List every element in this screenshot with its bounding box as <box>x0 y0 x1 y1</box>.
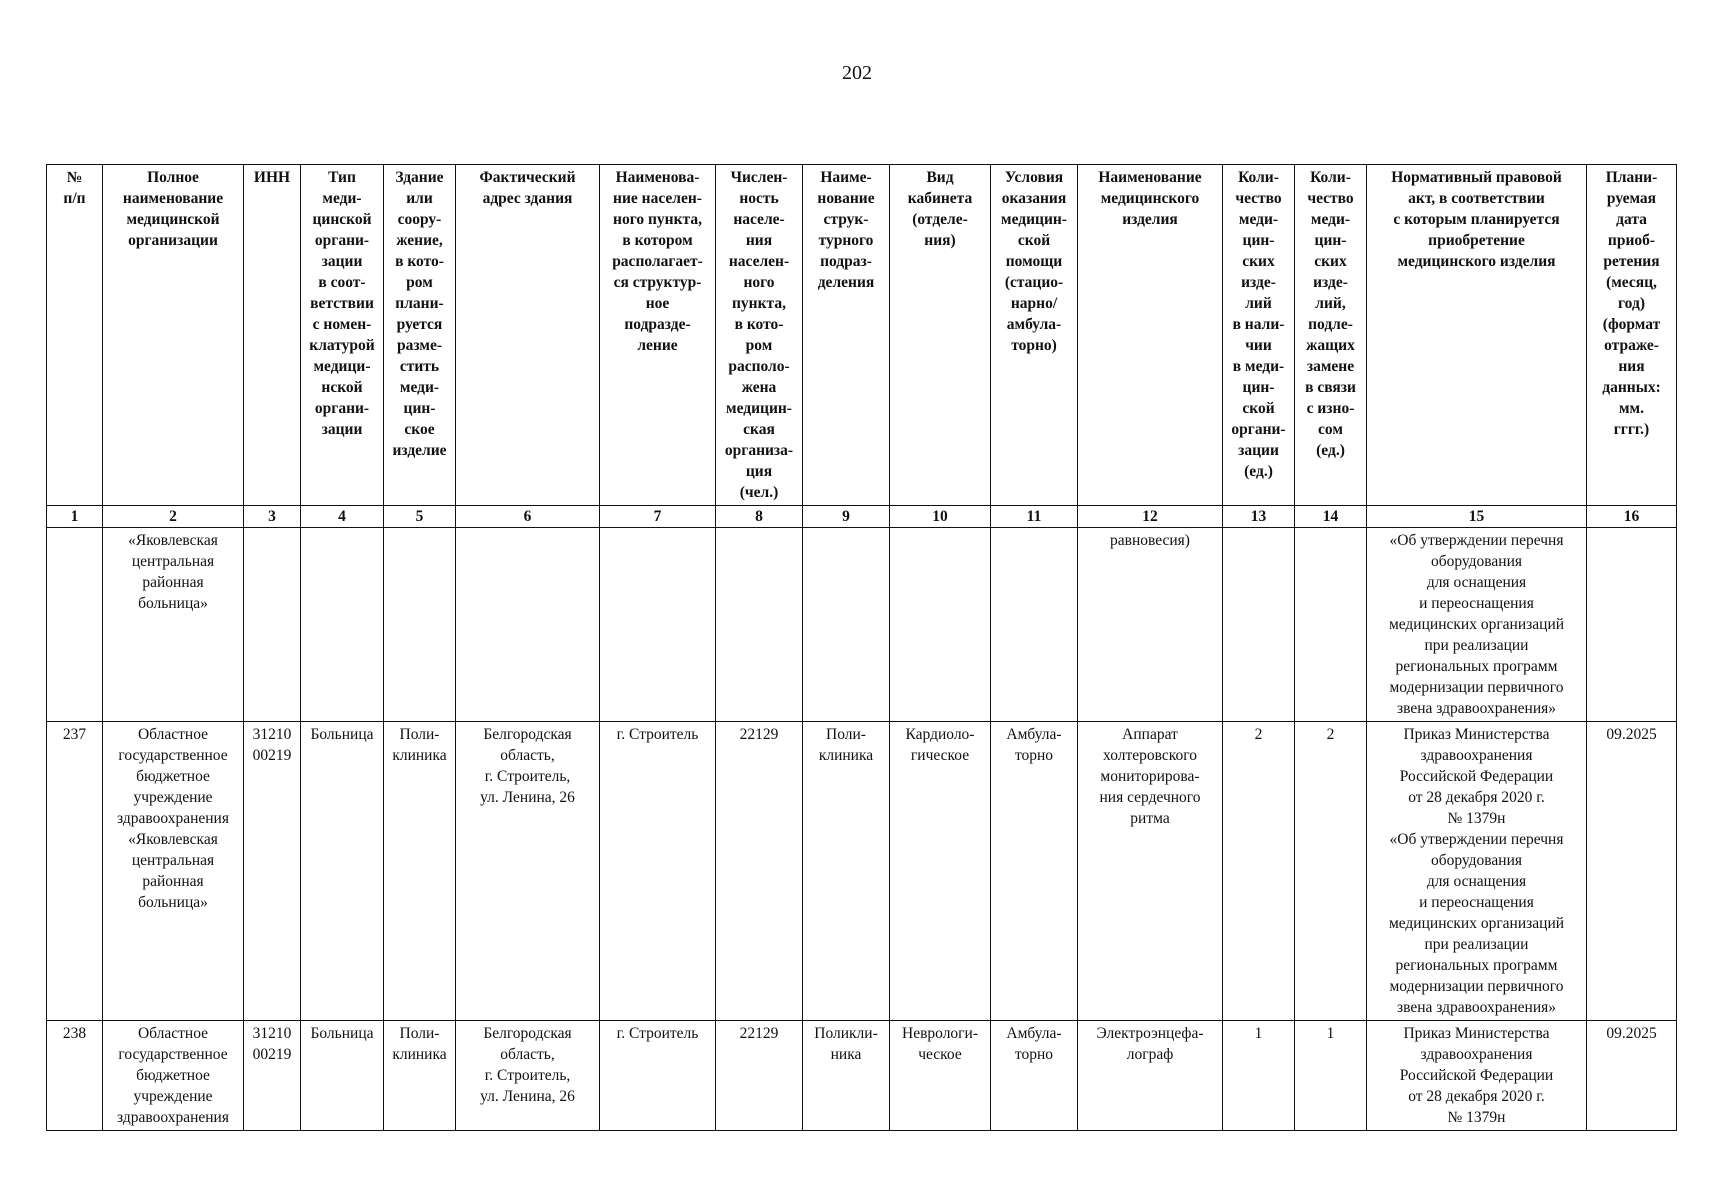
cell-subdivision: Поликли- ника <box>803 1021 890 1131</box>
cell-population: 22129 <box>716 722 803 1021</box>
cell-device-name: Электроэнцефа- лограф <box>1078 1021 1223 1131</box>
cell-settlement <box>600 528 716 722</box>
column-number: 1 <box>47 506 103 528</box>
cell-planned-date <box>1587 528 1677 722</box>
cell-device-name: Аппарат холтеровского мониторирова- ния сердечного ритма <box>1078 722 1223 1021</box>
column-number: 7 <box>600 506 716 528</box>
cell-index <box>47 528 103 722</box>
column-number: 11 <box>991 506 1078 528</box>
cell-care-conditions: Амбула- торно <box>991 1021 1078 1131</box>
header-cell: Наименова- ние населен- ного пункта, в котором располагает- ся структур- ное подразде- ление <box>600 165 716 506</box>
cell-care-conditions: Амбула- торно <box>991 722 1078 1021</box>
column-number: 9 <box>803 506 890 528</box>
cell-qty-replace: 2 <box>1295 722 1367 1021</box>
cell-inn <box>244 528 301 722</box>
column-number: 16 <box>1587 506 1677 528</box>
header-row <box>47 165 1677 506</box>
column-number: 12 <box>1078 506 1223 528</box>
column-number: 2 <box>103 506 244 528</box>
cell-org-type <box>301 528 384 722</box>
header-cell: Плани- руемая дата приоб- ретения (месяц, год) (формат отраже- ния данных: мм. гггг.) <box>1587 165 1677 506</box>
cell-qty-replace <box>1295 528 1367 722</box>
cell-population: 22129 <box>716 1021 803 1131</box>
table-row <box>47 1021 1677 1131</box>
header-cell: № п/п <box>47 165 103 506</box>
cell-address <box>456 528 600 722</box>
header-cell: ИНН <box>244 165 301 506</box>
cell-building: Поли- клиника <box>384 722 456 1021</box>
header-cell: Условия оказания медицин- ской помощи (стацио- нарно/ амбула- торно) <box>991 165 1078 506</box>
cell-subdivision: Поли- клиника <box>803 722 890 1021</box>
cell-cabinet-type <box>890 528 991 722</box>
cell-legal-act: «Об утверждении перечня оборудования для оснащения и переоснащения медицинских организаций при реализации региональных программ модернизации первичного звена здравоохранения» <box>1367 528 1587 722</box>
header-cell: Наименование медицинского изделия <box>1078 165 1223 506</box>
header-cell: Фактический адрес здания <box>456 165 600 506</box>
header-cell: Нормативный правовой акт, в соответствии с которым планируется приобретение медицинского изделия <box>1367 165 1587 506</box>
header-cell: Полное наименование медицинской организации <box>103 165 244 506</box>
equipment-table <box>46 164 1677 1131</box>
page-number: 202 <box>842 62 872 84</box>
cell-settlement: г. Строитель <box>600 1021 716 1131</box>
table-row <box>47 722 1677 1021</box>
column-number: 13 <box>1223 506 1295 528</box>
cell-index: 237 <box>47 722 103 1021</box>
column-number: 5 <box>384 506 456 528</box>
column-number: 14 <box>1295 506 1367 528</box>
column-number-row <box>47 506 1677 528</box>
cell-qty-available: 1 <box>1223 1021 1295 1131</box>
header-cell: Тип меди- цинской органи- зации в соот- ветствии с номен- клатурой медици- нской органи- зации <box>301 165 384 506</box>
cell-cabinet-type: Кардиоло- гическое <box>890 722 991 1021</box>
column-number: 6 <box>456 506 600 528</box>
header-cell: Наиме- нование струк- турного подраз- деления <box>803 165 890 506</box>
cell-population <box>716 528 803 722</box>
table-row <box>47 528 1677 722</box>
cell-org-name: Областное государственное бюджетное учреждение здравоохранения «Яковлевская центральная районная больница» <box>103 722 244 1021</box>
cell-device-name: равновесия) <box>1078 528 1223 722</box>
cell-org-name: «Яковлевская центральная районная больница» <box>103 528 244 722</box>
column-number: 15 <box>1367 506 1587 528</box>
cell-org-type: Больница <box>301 1021 384 1131</box>
cell-org-name: Областное государственное бюджетное учреждение здравоохранения <box>103 1021 244 1131</box>
cell-index: 238 <box>47 1021 103 1131</box>
header-cell: Коли- чество меди- цин- ских изде- лий в нали- чии в меди- цин- ской органи- зации (ед.) <box>1223 165 1295 506</box>
cell-address: Белгородская область, г. Строитель, ул. Ленина, 26 <box>456 722 600 1021</box>
cell-settlement: г. Строитель <box>600 722 716 1021</box>
header-cell: Числен- ность населе- ния населен- ного пункта, в кото- ром располо- жена медицин- ская организа- ция (чел.) <box>716 165 803 506</box>
header-cell: Здание или соору- жение, в кото- ром плани- руется разме- стить меди- цин- ское изделие <box>384 165 456 506</box>
cell-inn: 31210 00219 <box>244 1021 301 1131</box>
cell-qty-available <box>1223 528 1295 722</box>
cell-cabinet-type: Неврологи- ческое <box>890 1021 991 1131</box>
cell-qty-replace: 1 <box>1295 1021 1367 1131</box>
cell-org-type: Больница <box>301 722 384 1021</box>
header-cell: Коли- чество меди- цин- ских изде- лий, подле- жащих замене в связи с изно- сом (ед.) <box>1295 165 1367 506</box>
cell-planned-date: 09.2025 <box>1587 1021 1677 1131</box>
cell-care-conditions <box>991 528 1078 722</box>
cell-inn: 31210 00219 <box>244 722 301 1021</box>
cell-legal-act: Приказ Министерства здравоохранения Российской Федерации от 28 декабря 2020 г. № 1379н <box>1367 1021 1587 1131</box>
column-number: 4 <box>301 506 384 528</box>
cell-qty-available: 2 <box>1223 722 1295 1021</box>
cell-subdivision <box>803 528 890 722</box>
cell-planned-date: 09.2025 <box>1587 722 1677 1021</box>
cell-building: Поли- клиника <box>384 1021 456 1131</box>
cell-building <box>384 528 456 722</box>
column-number: 10 <box>890 506 991 528</box>
cell-legal-act: Приказ Министерства здравоохранения Российской Федерации от 28 декабря 2020 г. № 1379н «Об утверждении перечня оборудования для оснащения и переоснащения медицинских организаций при реализации региональных программ модернизации первичного звена здравоохранения» <box>1367 722 1587 1021</box>
cell-address: Белгородская область, г. Строитель, ул. Ленина, 26 <box>456 1021 600 1131</box>
column-number: 8 <box>716 506 803 528</box>
column-number: 3 <box>244 506 301 528</box>
header-cell: Вид кабинета (отделе- ния) <box>890 165 991 506</box>
